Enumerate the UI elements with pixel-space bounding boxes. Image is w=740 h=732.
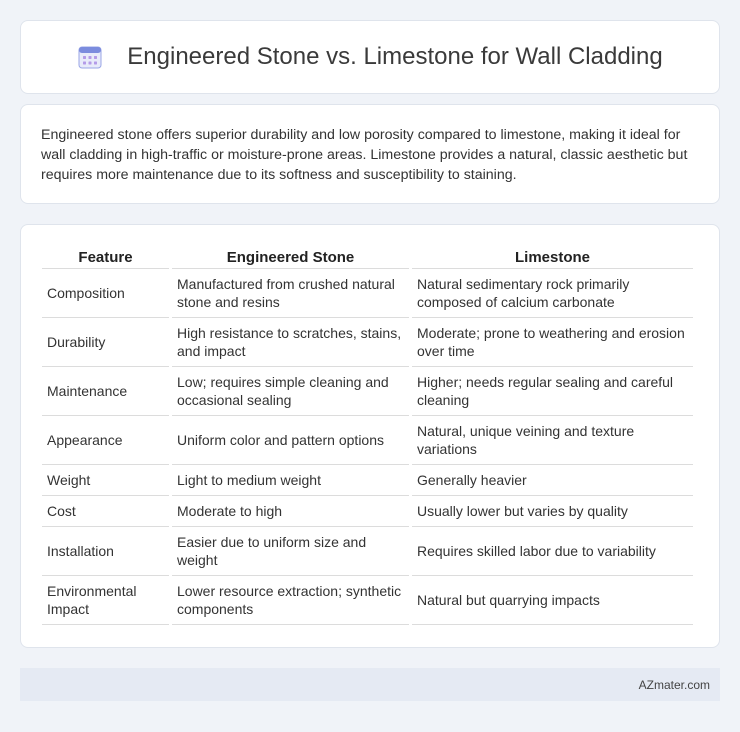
cell-feature: Cost	[42, 496, 169, 527]
cell-feature: Installation	[42, 527, 169, 576]
cell-engineered: Moderate to high	[172, 496, 409, 527]
cell-feature: Weight	[42, 465, 169, 496]
cell-engineered: High resistance to scratches, stains, and impact	[172, 318, 409, 367]
cell-engineered: Low; requires simple cleaning and occasional sealing	[172, 367, 409, 416]
cell-engineered: Lower resource extraction; synthetic components	[172, 576, 409, 625]
page-title: Engineered Stone vs. Limestone for Wall Cladding	[127, 43, 663, 70]
table-row	[42, 496, 693, 527]
cell-feature: Environmental Impact	[42, 576, 169, 625]
cell-engineered: Uniform color and pattern options	[172, 416, 409, 465]
cell-feature: Durability	[42, 318, 169, 367]
cell-feature: Composition	[42, 269, 169, 318]
footer	[20, 668, 720, 701]
cell-limestone: Natural sedimentary rock primarily composed of calcium carbonate	[412, 269, 693, 318]
summary-text: Engineered stone offers superior durability and low porosity compared to limestone, making it ideal for wall cladding in high-traffic or moisture-prone areas. Limestone provides a natural, classic aesthetic but requires more maintenance due to its softness and susceptibility to staining.	[41, 127, 688, 183]
header-feature: Feature	[42, 245, 169, 269]
footer-brand: AZmater.com	[638, 677, 710, 692]
comparison-table-card	[20, 224, 720, 648]
cell-engineered: Easier due to uniform size and weight	[172, 527, 409, 576]
table-header-row	[42, 245, 693, 269]
cell-limestone: Moderate; prone to weathering and erosion over time	[412, 318, 693, 367]
cell-engineered: Light to medium weight	[172, 465, 409, 496]
header-engineered-stone: Engineered Stone	[172, 245, 409, 269]
cell-limestone: Requires skilled labor due to variability	[412, 527, 693, 576]
table-row	[42, 269, 693, 318]
cell-limestone: Generally heavier	[412, 465, 693, 496]
table-row	[42, 576, 693, 625]
table-row	[42, 318, 693, 367]
table-row	[42, 367, 693, 416]
table-row	[42, 465, 693, 496]
cell-limestone: Higher; needs regular sealing and careful cleaning	[412, 367, 693, 416]
comparison-table	[39, 245, 696, 625]
cell-limestone: Natural but quarrying impacts	[412, 576, 693, 625]
cell-engineered: Manufactured from crushed natural stone and resins	[172, 269, 409, 318]
cell-feature: Appearance	[42, 416, 169, 465]
header-limestone: Limestone	[412, 245, 693, 269]
cell-limestone: Usually lower but varies by quality	[412, 496, 693, 527]
cell-feature: Maintenance	[42, 367, 169, 416]
summary-card	[20, 104, 720, 204]
table-row	[42, 416, 693, 465]
table-row	[42, 527, 693, 576]
calendar-icon	[77, 44, 103, 70]
cell-limestone: Natural, unique veining and texture variations	[412, 416, 693, 465]
title-card	[20, 20, 720, 94]
